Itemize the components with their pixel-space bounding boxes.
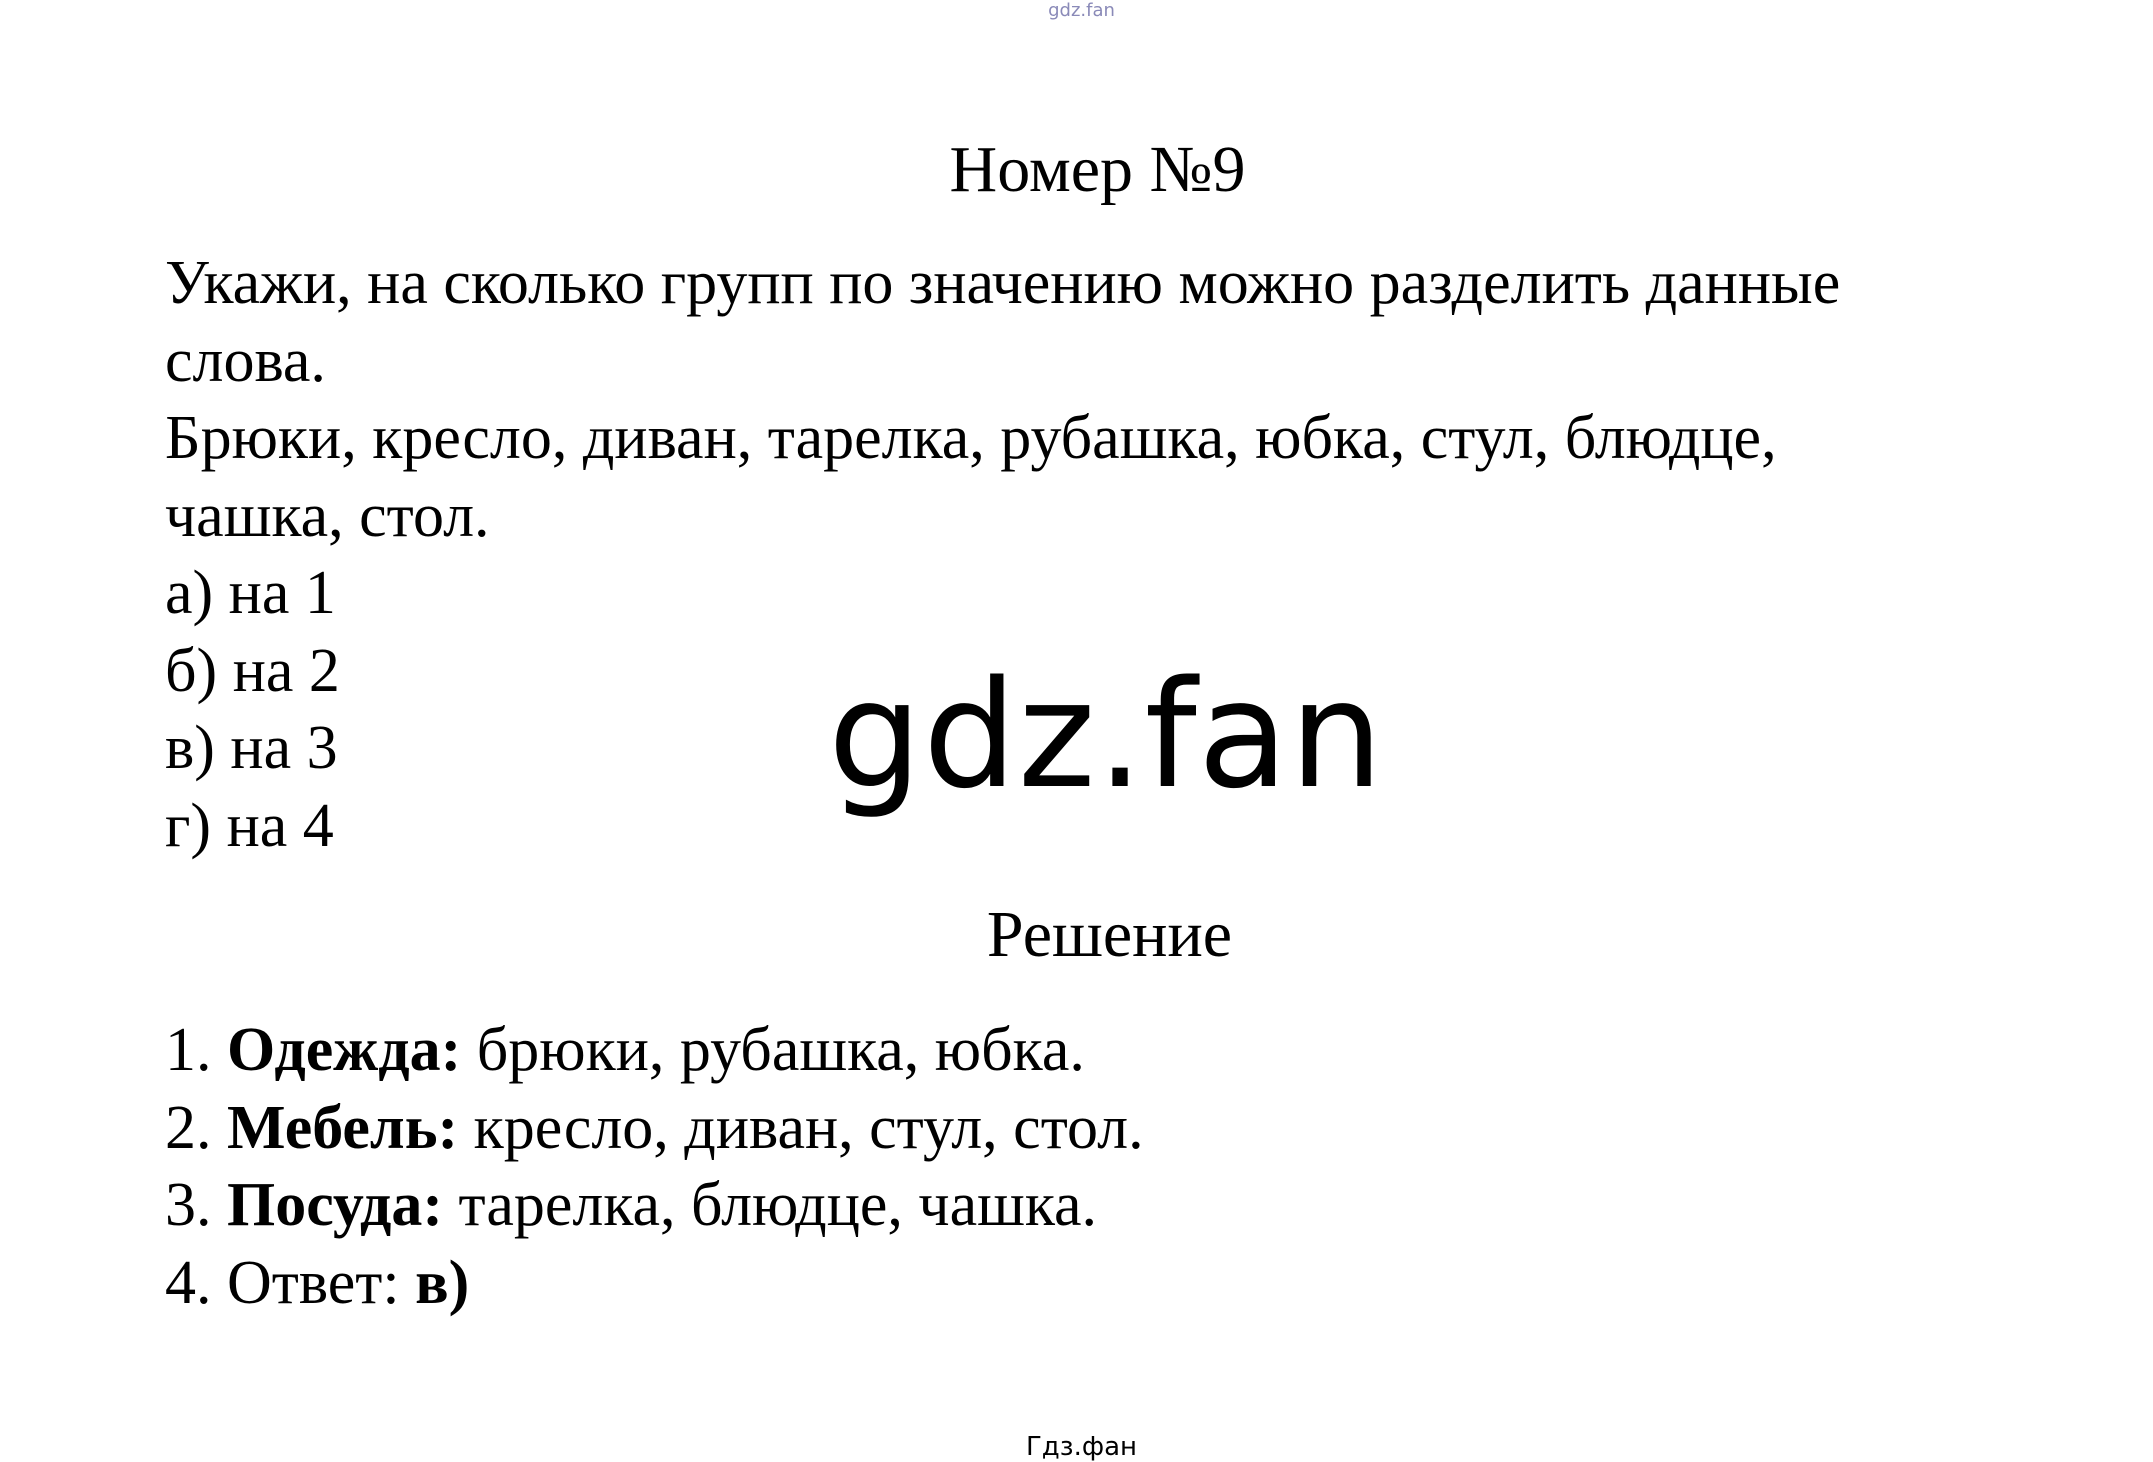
footer-watermark: Гдз.фан: [1025, 1432, 1138, 1462]
solution-block: [165, 1012, 2065, 1322]
item-label: Одежда:: [227, 1016, 462, 1084]
item-number: 2.: [165, 1093, 212, 1162]
answer-number: 4.: [165, 1248, 212, 1317]
option-d: г) на 4: [165, 791, 334, 860]
item-text: брюки, рубашка, юбка.: [476, 1016, 1085, 1084]
question-line: Укажи, на сколько групп по значению можно разделить данные: [165, 249, 1841, 317]
words-line: Брюки, кресло, диван, тарелка, рубашка, юбка, стул, блюдце,: [165, 404, 1777, 472]
item-number: 3.: [165, 1171, 212, 1239]
answer-line: [165, 1245, 2065, 1323]
solution-item: [165, 1090, 2065, 1168]
page-title: Номер №9: [949, 133, 1246, 206]
item-number: 1.: [165, 1016, 212, 1084]
option-b: б) на 2: [165, 636, 340, 705]
words-line: чашка, стол.: [165, 481, 490, 550]
option-c: в) на 3: [165, 714, 338, 782]
answer-prefix: Ответ:: [227, 1248, 400, 1317]
answer-value: в): [415, 1248, 470, 1317]
item-label: Посуда:: [227, 1171, 444, 1239]
item-text: кресло, диван, стул, стол.: [473, 1093, 1144, 1162]
item-label: Мебель:: [227, 1093, 459, 1162]
item-text: тарелка, блюдце, чашка.: [458, 1171, 1098, 1239]
solution-item: [165, 1012, 2065, 1090]
question-line: слова.: [165, 326, 326, 395]
solution-heading: Решение: [986, 898, 1233, 971]
option-a: а) на 1: [165, 559, 336, 627]
top-watermark: gdz.fan: [1048, 0, 1115, 21]
center-watermark: gdz.fan: [828, 649, 1385, 821]
solution-item: [165, 1167, 2065, 1245]
